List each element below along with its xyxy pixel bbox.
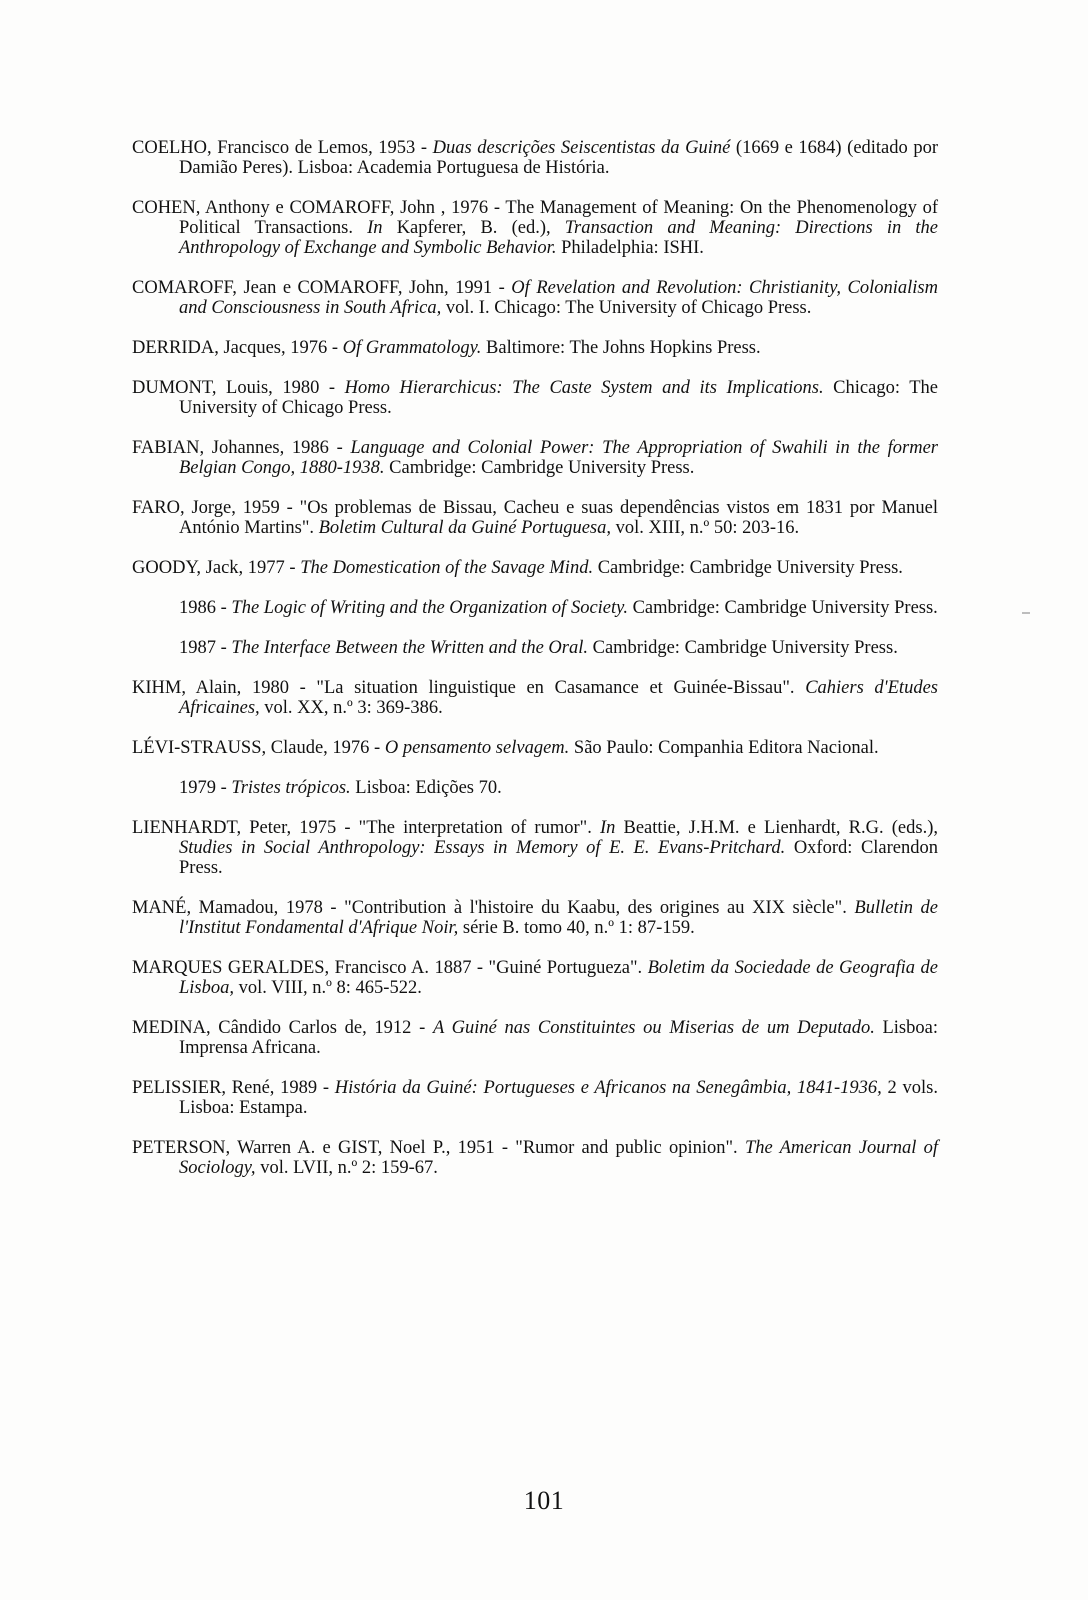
reference-mane <box>132 898 938 938</box>
reference-title: Transaction and Meaning: Directions in the Anthropology of Exchange and Symbolic Behavior. <box>179 218 938 258</box>
reference-pelissier <box>132 1078 938 1118</box>
reference-author: 1979 - <box>179 778 232 798</box>
reference-dumont <box>132 378 938 418</box>
reference-in-label: In <box>367 218 383 238</box>
reference-author: COELHO, Francisco de Lemos, 1953 - <box>132 138 433 158</box>
reference-title: Bulletin de l'Institut Fondamental d'Afrique Noir, <box>179 898 938 938</box>
reference-title: Boletim Cultural da Guiné Portuguesa, <box>318 518 612 538</box>
reference-title: The Interface Between the Written and the Oral. <box>231 638 588 658</box>
reference-goody-1987 <box>132 638 938 658</box>
reference-peterson <box>132 1138 938 1178</box>
reference-marques-geraldes <box>132 958 938 998</box>
reference-author: PELISSIER, René, 1989 - <box>132 1078 335 1098</box>
reference-title: Boletim da Sociedade de Geografia de Lisboa, <box>179 958 938 998</box>
reference-title: O pensamento selvagem. <box>384 738 570 758</box>
reference-author: 1986 - <box>179 598 232 618</box>
reference-title: Studies in Social Anthropology: Essays in Memory of E. E. Evans-Pritchard. <box>179 838 786 858</box>
reference-author: MANÉ, Mamadou, 1978 - "Contribution à l'histoire du Kaabu, des origines au XIX siècle". <box>132 898 855 918</box>
reference-publication: vol. XX, n.º 3: 369-386. <box>259 698 443 718</box>
reference-author: COHEN, Anthony e COMAROFF, John , 1976 - The Management of Meaning: On the Phenomenology of Political Transactions. <box>132 198 938 238</box>
reference-publication: (1669 e 1684) (editado por Damião Peres). Lisboa: Academia Portuguesa de História. <box>179 138 939 178</box>
reference-author: PETERSON, Warren A. e GIST, Noel P., 1951 - "Rumor and public opinion". <box>132 1138 745 1158</box>
page-number: 101 <box>523 1486 565 1515</box>
reference-author: DERRIDA, Jacques, 1976 - <box>132 338 343 358</box>
reference-derrida <box>132 338 938 358</box>
reference-title: Of Revelation and Revolution: Christianity, Colonialism and Consciousness in South Africa, <box>179 278 938 318</box>
reference-author: FABIAN, Johannes, 1986 - <box>132 438 351 458</box>
reference-publication: série B. tomo 40, n.º 1: 87-159. <box>458 918 695 938</box>
reference-lienhardt <box>132 818 938 878</box>
reference-author: MEDINA, Cândido Carlos de, 1912 - <box>132 1018 433 1038</box>
reference-publication: 2 vols. Lisboa: Estampa. <box>179 1078 938 1118</box>
reference-goody-1986 <box>132 598 938 618</box>
reference-author: 1987 - <box>179 638 232 658</box>
reference-publication: Oxford: Clarendon Press. <box>179 838 939 878</box>
reference-title: Duas descrições Seiscentistas da Guiné <box>432 138 731 158</box>
reference-title: The Domestication of the Savage Mind. <box>300 558 594 578</box>
reference-title: A Guiné nas Constituintes ou Miserias de um Deputado. <box>432 1018 875 1038</box>
reference-medina <box>132 1018 938 1058</box>
reference-author: LÉVI-STRAUSS, Claude, 1976 - <box>132 738 385 758</box>
reference-in-label: In <box>599 818 616 838</box>
reference-goody-1977 <box>132 558 938 578</box>
reference-title: Homo Hierarchicus: The Caste System and its Implications. <box>344 378 824 398</box>
reference-publication: Chicago: The University of Chicago Press. <box>179 378 938 418</box>
reference-fabian <box>132 438 938 478</box>
reference-coelho <box>132 138 938 178</box>
reference-title: The Logic of Writing and the Organization of Society. <box>231 598 628 618</box>
reference-cohen <box>132 198 938 258</box>
reference-author: MARQUES GERALDES, Francisco A. 1887 - "Guiné Portugueza". <box>132 958 648 978</box>
bibliography-list <box>132 138 938 1178</box>
reference-kihm <box>132 678 938 718</box>
reference-publication: São Paulo: Companhia Editora Nacional. <box>569 738 879 758</box>
reference-levi-strauss-1979 <box>132 778 938 798</box>
reference-author: KIHM, Alain, 1980 - "La situation linguistique en Casamance et Guinée-Bissau". <box>132 678 806 698</box>
reference-author: COMAROFF, Jean e COMAROFF, John, 1991 - <box>132 278 512 298</box>
reference-levi-strauss-1976 <box>132 738 938 758</box>
reference-title: Cahiers d'Etudes Africaines, <box>179 678 938 718</box>
reference-title: The American Journal of Sociology, <box>179 1138 938 1178</box>
reference-publication: Lisboa: Imprensa Africana. <box>179 1018 938 1058</box>
reference-publication: vol. XIII, n.º 50: 203-16. <box>611 518 800 538</box>
reference-author: GOODY, Jack, 1977 - <box>132 558 301 578</box>
reference-author: DUMONT, Louis, 1980 - <box>132 378 345 398</box>
reference-title: História da Guiné: Portugueses e Africanos na Senegâmbia, 1841-1936, <box>334 1078 882 1098</box>
reference-publication: Cambridge: Cambridge University Press. <box>627 598 938 618</box>
reference-editor: Beattie, J.H.M. e Lienhardt, R.G. (eds.), <box>615 818 938 838</box>
reference-publication: Cambridge: Cambridge University Press. <box>593 558 903 578</box>
reference-publication: Philadelphia: ISHI. <box>556 238 704 258</box>
reference-publication: Lisboa: Edições 70. <box>350 778 502 798</box>
reference-title: Language and Colonial Power: The Appropriation of Swahili in the former Belgian Congo, 1880-1938. <box>179 438 938 478</box>
reference-publication: vol. VIII, n.º 8: 465-522. <box>234 978 422 998</box>
reference-publication: vol. I. Chicago: The University of Chicago Press. <box>441 298 812 318</box>
reference-faro <box>132 498 938 538</box>
reference-title: Tristes trópicos. <box>231 778 351 798</box>
reference-editor: Kapferer, B. (ed.), <box>382 218 565 238</box>
reference-comaroff <box>132 278 938 318</box>
reference-title: Of Grammatology. <box>342 338 482 358</box>
scan-speck <box>1022 612 1030 614</box>
reference-author: LIENHARDT, Peter, 1975 - "The interpretation of rumor". <box>132 818 600 838</box>
reference-publication: Cambridge: Cambridge University Press. <box>384 458 695 478</box>
reference-publication: Cambridge: Cambridge University Press. <box>587 638 898 658</box>
reference-publication: Baltimore: The Johns Hopkins Press. <box>481 338 761 358</box>
reference-publication: vol. LVII, n.º 2: 159-67. <box>255 1158 438 1178</box>
reference-author: FARO, Jorge, 1959 - "Os problemas de Bissau, Cacheu e suas dependências vistos em 1831 por Manuel António Martins". <box>132 498 938 538</box>
